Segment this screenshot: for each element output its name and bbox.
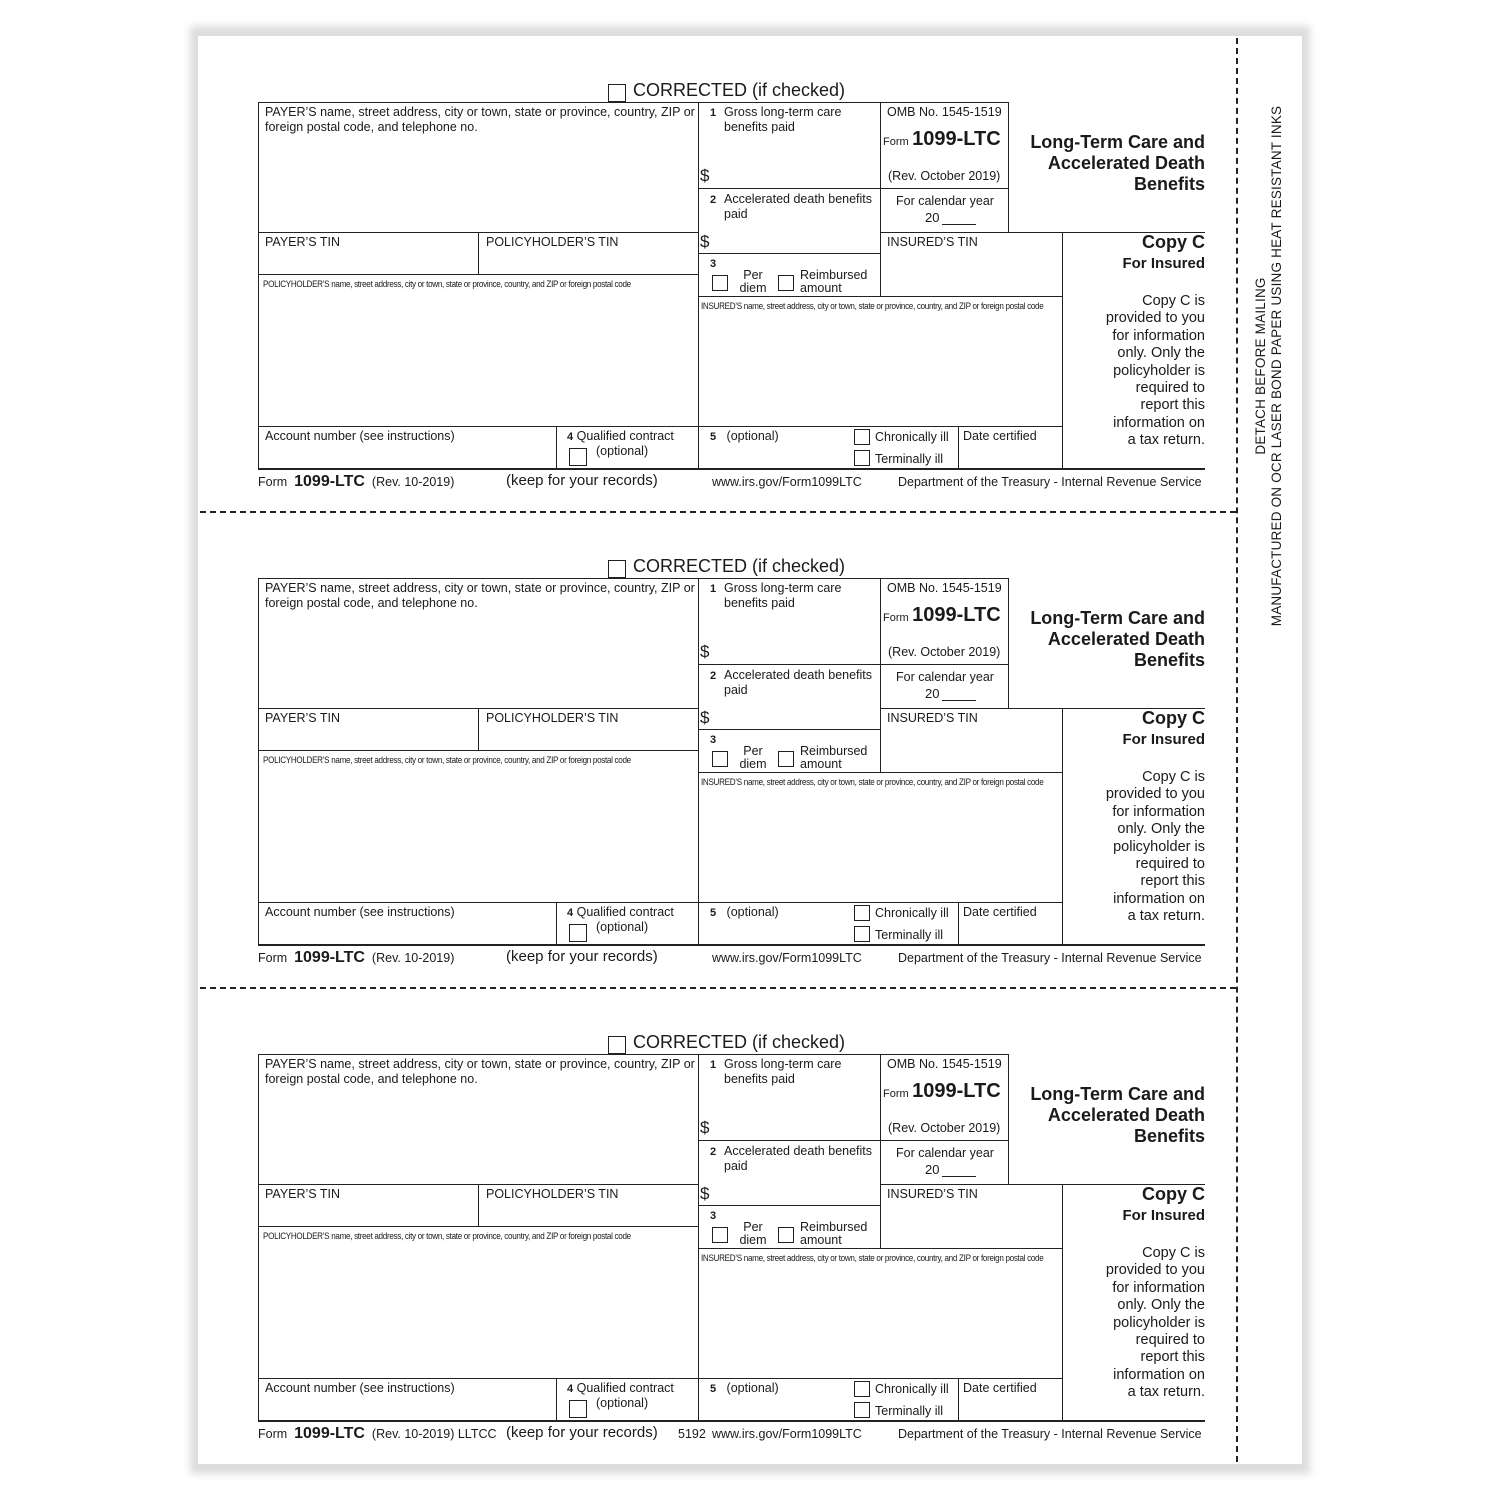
footer-department: Department of the Treasury - Internal Revenue Service — [898, 475, 1202, 489]
form-title: Long-Term Care and Accelerated Death Benefits — [1030, 1084, 1205, 1146]
copy-c-label: Copy C — [1142, 708, 1205, 728]
chronically-ill-checkbox[interactable] — [854, 905, 870, 921]
box1-number: 1 — [710, 107, 717, 119]
box2-number: 2 — [710, 1146, 717, 1158]
rule — [698, 102, 699, 469]
chronically-ill-checkbox[interactable] — [854, 1381, 870, 1397]
payer-name-label: PAYER’S name, street address, city or town, state or province, country, ZIP or foreign postal code, and telephone no. — [265, 581, 695, 610]
per-diem-label: Per diem — [739, 1220, 767, 1247]
account-number-label: Account number (see instructions) — [265, 905, 455, 919]
corrected-checkbox[interactable] — [608, 560, 626, 578]
box5-label: 5 (optional) — [710, 429, 779, 443]
payer-name-label: PAYER’S name, street address, city or town, state or province, country, ZIP or foreign postal code, and telephone no. — [265, 1057, 695, 1086]
rule — [258, 1054, 259, 1421]
rule — [698, 1054, 699, 1421]
copy-c-description: Copy C is provided to you for information only. Only the policyholder is required to report this information on a tax return. — [1105, 293, 1205, 449]
rule — [698, 188, 880, 189]
payer-tin-label: PAYER’S TIN — [265, 235, 341, 249]
form-id: Form 1099-LTC — [883, 128, 1001, 150]
corrected-checkbox[interactable] — [608, 84, 626, 102]
rule — [880, 102, 881, 232]
form-number: 1099-LTC — [912, 128, 1001, 150]
omb-number: OMB No. 1545-1519 — [887, 581, 1002, 595]
box2-number: 2 — [710, 194, 717, 206]
policyholder-name-label: POLICYHOLDER’S name, street address, city or town, state or province, country, and ZIP or foreign postal code — [263, 755, 631, 765]
box1-label: Gross long-term care benefits paid — [724, 105, 842, 134]
form-copy-2 — [198, 512, 1238, 988]
rule — [258, 902, 1062, 903]
footer-department: Department of the Treasury - Internal Revenue Service — [898, 951, 1202, 965]
per-diem-checkbox[interactable] — [712, 751, 728, 767]
box5-label: 5 (optional) — [710, 1381, 779, 1395]
insured-tin-label: INSURED’S TIN — [887, 235, 978, 249]
terminally-ill-checkbox[interactable] — [854, 450, 870, 466]
corrected-label: CORRECTED (if checked) — [633, 1032, 846, 1052]
rule — [478, 1184, 479, 1226]
omb-number: OMB No. 1545-1519 — [887, 105, 1002, 119]
footer-keep-note: (keep for your records) — [506, 948, 658, 965]
chronically-ill-label: Chronically ill — [875, 906, 949, 920]
rule — [478, 232, 479, 274]
copy-c-description: Copy C is provided to you for information only. Only the policyholder is required to report this information on a tax return. — [1105, 769, 1205, 925]
date-certified-label: Date certified — [963, 905, 1037, 919]
corrected-label: CORRECTED (if checked) — [633, 556, 846, 576]
box2-number: 2 — [710, 670, 717, 682]
box4-optional: (optional) — [596, 920, 649, 934]
policyholder-tin-label: POLICYHOLDER’S TIN — [486, 1187, 619, 1201]
rule — [258, 102, 1008, 103]
rule — [258, 1420, 1205, 1422]
for-insured-label: For Insured — [1122, 255, 1205, 272]
insured-name-label: INSURED’S name, street address, city or town, state or province, country, and ZIP or foreign postal code — [701, 301, 1044, 311]
footer-code-b: 5192 — [678, 1427, 706, 1441]
rule — [258, 944, 1205, 946]
box4-optional: (optional) — [596, 1396, 649, 1410]
box1-dollar: $ — [700, 642, 710, 661]
policyholder-tin-label: POLICYHOLDER’S TIN — [486, 235, 619, 249]
form-copy-1 — [198, 36, 1238, 512]
qualified-contract-checkbox[interactable] — [569, 1400, 587, 1418]
calendar-year: 20 — [925, 1162, 976, 1177]
rule — [958, 426, 959, 469]
calendar-year-field[interactable] — [942, 1164, 976, 1177]
box2-label: Accelerated death benefits paid — [724, 1144, 873, 1173]
rule — [1008, 102, 1009, 232]
footer-form-id: Form 1099-LTC (Rev. 10-2019) — [258, 949, 455, 966]
rule — [880, 232, 881, 296]
copy-c-label: Copy C — [1142, 232, 1205, 252]
rule — [698, 729, 880, 730]
box2-dollar: $ — [700, 232, 710, 251]
payer-name-label: PAYER’S name, street address, city or town, state or province, country, ZIP or foreign postal code, and telephone no. — [265, 105, 695, 134]
box2-label: Accelerated death benefits paid — [724, 668, 873, 697]
chronically-ill-label: Chronically ill — [875, 1382, 949, 1396]
box1-number: 1 — [710, 1059, 717, 1071]
per-diem-label: Per diem — [739, 268, 767, 295]
form-revision: (Rev. October 2019) — [888, 645, 1001, 659]
footer-code-a: LLTCC — [457, 1427, 497, 1441]
for-insured-label: For Insured — [1122, 731, 1205, 748]
rule — [958, 1378, 959, 1421]
form-title: Long-Term Care and Accelerated Death Benefits — [1030, 608, 1205, 670]
for-insured-label: For Insured — [1122, 1207, 1205, 1224]
policyholder-name-label: POLICYHOLDER’S name, street address, city or town, state or province, country, and ZIP or foreign postal code — [263, 1231, 631, 1241]
rule — [258, 102, 259, 469]
reimbursed-label: Reimbursed amount — [800, 744, 868, 771]
insured-tin-label: INSURED’S TIN — [887, 1187, 978, 1201]
rule — [556, 902, 557, 945]
box4-label: 4 Qualified contract — [567, 1381, 674, 1395]
account-number-label: Account number (see instructions) — [265, 429, 455, 443]
policyholder-name-label: POLICYHOLDER’S name, street address, city or town, state or province, country, and ZIP or foreign postal code — [263, 279, 631, 289]
calendar-year-label: For calendar year — [896, 1146, 994, 1160]
reimbursed-checkbox[interactable] — [778, 275, 794, 291]
footer-department: Department of the Treasury - Internal Revenue Service — [898, 1427, 1202, 1441]
form-revision: (Rev. October 2019) — [888, 169, 1001, 183]
rule — [258, 578, 259, 945]
footer-keep-note: (keep for your records) — [506, 1424, 658, 1441]
rule — [880, 1184, 881, 1248]
terminally-ill-label: Terminally ill — [875, 452, 944, 466]
form-title: Long-Term Care and Accelerated Death Benefits — [1030, 132, 1205, 194]
calendar-year: 20 — [925, 210, 976, 225]
rule — [1008, 578, 1009, 708]
rule — [698, 296, 1062, 297]
rule — [258, 578, 1008, 579]
copy-c-description: Copy C is provided to you for information only. Only the policyholder is required to report this information on a tax return. — [1105, 1245, 1205, 1401]
terminally-ill-checkbox[interactable] — [854, 1402, 870, 1418]
side-note-line-1: DETACH BEFORE MAILING — [1253, 277, 1268, 455]
date-certified-label: Date certified — [963, 1381, 1037, 1395]
rule — [698, 1140, 880, 1141]
rule — [556, 1378, 557, 1421]
rule — [880, 708, 881, 772]
terminally-ill-label: Terminally ill — [875, 1404, 944, 1418]
box5-label: 5 (optional) — [710, 905, 779, 919]
qualified-contract-checkbox[interactable] — [569, 924, 587, 942]
footer-url: www.irs.gov/Form1099LTC — [712, 1427, 862, 1441]
rule — [258, 1226, 698, 1227]
rule — [698, 253, 880, 254]
insured-name-label: INSURED’S name, street address, city or town, state or province, country, and ZIP or foreign postal code — [701, 777, 1044, 787]
date-certified-label: Date certified — [963, 429, 1037, 443]
calendar-year-field[interactable] — [942, 688, 976, 701]
corrected-checkbox[interactable] — [608, 1036, 626, 1054]
rule — [698, 772, 1062, 773]
rule — [478, 708, 479, 750]
box1-label: Gross long-term care benefits paid — [724, 1057, 842, 1086]
chronically-ill-checkbox[interactable] — [854, 429, 870, 445]
payer-tin-label: PAYER’S TIN — [265, 1187, 341, 1201]
calendar-year-label: For calendar year — [896, 670, 994, 684]
rule — [698, 664, 880, 665]
rule — [698, 1205, 880, 1206]
rule — [880, 1140, 1008, 1141]
form-number: 1099-LTC — [912, 1080, 1001, 1102]
box1-dollar: $ — [700, 1118, 710, 1137]
reimbursed-checkbox[interactable] — [778, 751, 794, 767]
box2-label: Accelerated death benefits paid — [724, 192, 873, 221]
box3-number: 3 — [710, 258, 717, 270]
per-diem-label: Per diem — [739, 744, 767, 771]
side-note — [1238, 96, 1300, 636]
rule — [258, 468, 1205, 470]
form-revision: (Rev. October 2019) — [888, 1121, 1001, 1135]
rule — [880, 664, 1008, 665]
rule — [258, 1054, 1008, 1055]
corrected-label: CORRECTED (if checked) — [633, 80, 846, 100]
footer-form-id: Form 1099-LTC (Rev. 10-2019) — [258, 473, 455, 490]
box1-label: Gross long-term care benefits paid — [724, 581, 842, 610]
rule — [258, 750, 698, 751]
rule — [698, 578, 699, 945]
payer-tin-label: PAYER’S TIN — [265, 711, 341, 725]
form-id: Form 1099-LTC — [883, 604, 1001, 626]
rule — [880, 578, 881, 708]
calendar-year-field[interactable] — [942, 212, 976, 225]
rule — [698, 1248, 1062, 1249]
footer-url: www.irs.gov/Form1099LTC — [712, 951, 862, 965]
form-number: 1099-LTC — [912, 604, 1001, 626]
calendar-year-label: For calendar year — [896, 194, 994, 208]
insured-name-label: INSURED’S name, street address, city or town, state or province, country, and ZIP or foreign postal code — [701, 1253, 1044, 1263]
rule — [258, 1378, 1062, 1379]
insured-tin-label: INSURED’S TIN — [887, 711, 978, 725]
footer-keep-note: (keep for your records) — [506, 472, 658, 489]
box4-optional: (optional) — [596, 444, 649, 458]
chronically-ill-label: Chronically ill — [875, 430, 949, 444]
reimbursed-checkbox[interactable] — [778, 1227, 794, 1243]
qualified-contract-checkbox[interactable] — [569, 448, 587, 466]
box3-number: 3 — [710, 1210, 717, 1222]
rule — [258, 274, 698, 275]
side-note-line-2: MANUFACTURED ON OCR LASER BOND PAPER USING HEAT RESISTANT INKS — [1269, 105, 1284, 627]
box4-label: 4 Qualified contract — [567, 429, 674, 443]
omb-number: OMB No. 1545-1519 — [887, 1057, 1002, 1071]
box1-dollar: $ — [700, 166, 710, 185]
form-copy-3 — [198, 988, 1238, 1464]
rule — [258, 426, 1062, 427]
per-diem-checkbox[interactable] — [712, 275, 728, 291]
box3-number: 3 — [710, 734, 717, 746]
form-id: Form 1099-LTC — [883, 1080, 1001, 1102]
box1-number: 1 — [710, 583, 717, 595]
rule — [1008, 1054, 1009, 1184]
account-number-label: Account number (see instructions) — [265, 1381, 455, 1395]
policyholder-tin-label: POLICYHOLDER’S TIN — [486, 711, 619, 725]
reimbursed-label: Reimbursed amount — [800, 1220, 868, 1247]
terminally-ill-label: Terminally ill — [875, 928, 944, 942]
rule — [880, 188, 1008, 189]
footer-form-id: Form 1099-LTC (Rev. 10-2019) LLTCC — [258, 1425, 497, 1442]
footer-url: www.irs.gov/Form1099LTC — [712, 475, 862, 489]
box2-dollar: $ — [700, 1184, 710, 1203]
calendar-year: 20 — [925, 686, 976, 701]
rule — [880, 1054, 881, 1184]
terminally-ill-checkbox[interactable] — [854, 926, 870, 942]
box2-dollar: $ — [700, 708, 710, 727]
rule — [556, 426, 557, 469]
per-diem-checkbox[interactable] — [712, 1227, 728, 1243]
box4-label: 4 Qualified contract — [567, 905, 674, 919]
rule — [958, 902, 959, 945]
reimbursed-label: Reimbursed amount — [800, 268, 868, 295]
copy-c-label: Copy C — [1142, 1184, 1205, 1204]
